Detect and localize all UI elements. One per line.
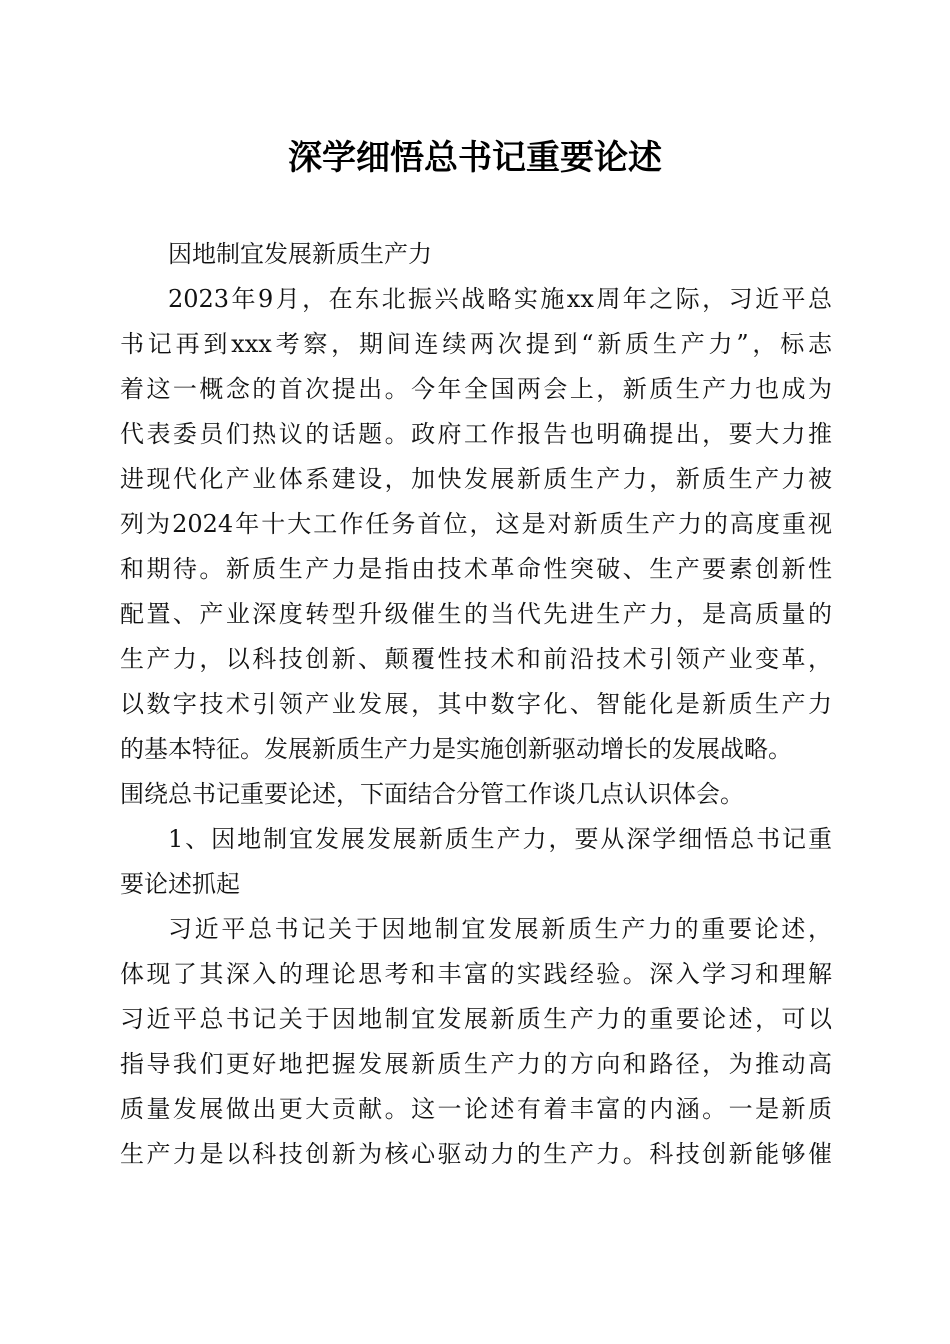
body-line: 1、因地制宜发展发展新质生产力，要从深学细悟总书记重 — [168, 825, 832, 853]
body-line: 因地制宜发展新质生产力 — [168, 240, 432, 268]
body-line: 配置、产业深度转型升级催生的当代先进生产力，是高质量的 — [120, 600, 832, 628]
body-line: 代表委员们热议的话题。政府工作报告也明确提出，要大力推 — [120, 420, 832, 448]
body-line: 生产力，以科技创新、颠覆性技术和前沿技术引领产业变革， — [120, 645, 832, 673]
body-line: 生产力是以科技创新为核心驱动力的生产力。科技创新能够催 — [120, 1140, 832, 1168]
body-line: 体现了其深入的理论思考和丰富的实践经验。深入学习和理解 — [120, 960, 832, 988]
body-line: 以数字技术引领产业发展，其中数字化、智能化是新质生产力 — [120, 690, 832, 718]
body-line: 和期待。新质生产力是指由技术革命性突破、生产要素创新性 — [120, 555, 832, 583]
body-line: 2023年9月，在东北振兴战略实施xx周年之际，习近平总 — [168, 285, 832, 313]
body-line: 习近平总书记关于因地制宜发展新质生产力的重要论述， — [168, 915, 832, 943]
body-line: 进现代化产业体系建设，加快发展新质生产力，新质生产力被 — [120, 465, 832, 493]
body-line: 列为2024年十大工作任务首位，这是对新质生产力的高度重视 — [120, 510, 832, 538]
body-line: 着这一概念的首次提出。今年全国两会上，新质生产力也成为 — [120, 375, 832, 403]
body-line: 质量发展做出更大贡献。这一论述有着丰富的内涵。一是新质 — [120, 1095, 832, 1123]
body-line: 的基本特征。发展新质生产力是实施创新驱动增长的发展战略。 — [120, 735, 792, 763]
body-line: 指导我们更好地把握发展新质生产力的方向和路径，为推动高 — [120, 1050, 832, 1078]
body-line: 书记再到xxx考察，期间连续两次提到“新质生产力”，标志 — [120, 330, 832, 358]
body-line: 围绕总书记重要论述，下面结合分管工作谈几点认识体会。 — [120, 780, 744, 808]
document-body — [120, 232, 832, 1177]
body-line: 习近平总书记关于因地制宜发展新质生产力的重要论述，可以 — [120, 1005, 832, 1033]
document-title: 深学细悟总书记重要论述 — [288, 138, 662, 178]
body-line: 要论述抓起 — [120, 870, 240, 898]
